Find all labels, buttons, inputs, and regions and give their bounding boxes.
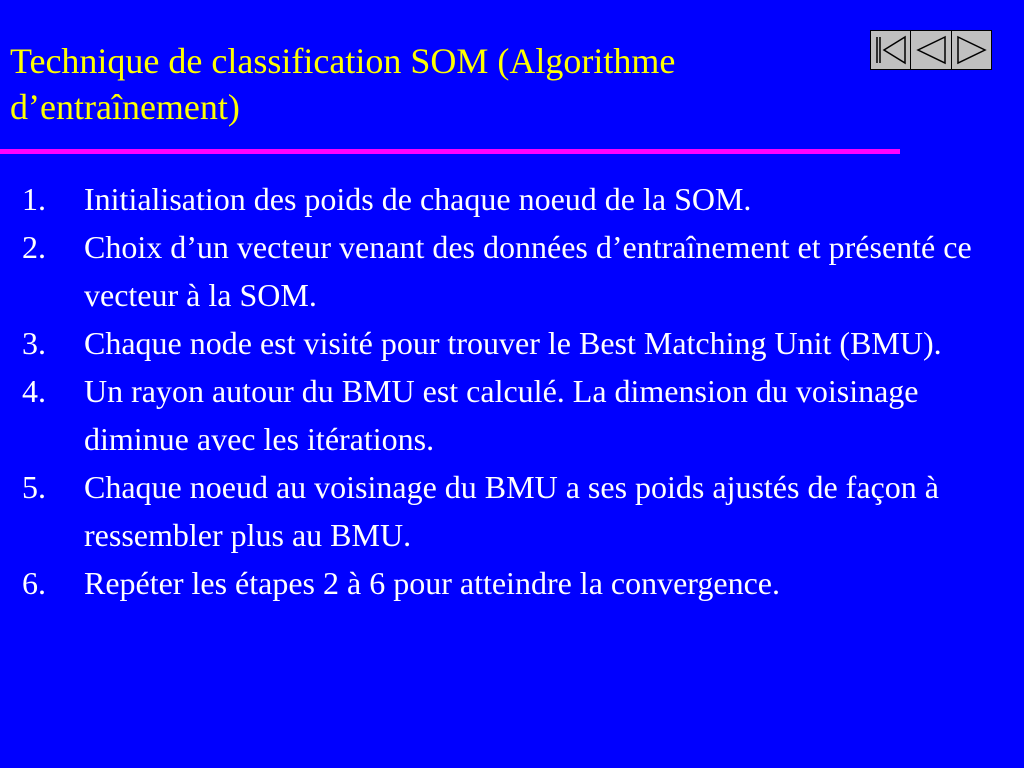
list-item	[0, 223, 1024, 319]
step-text: Chaque node est visité pour trouver le Best Matching Unit (BMU).	[84, 325, 942, 361]
step-text: Initialisation des poids de chaque noeud de la SOM.	[84, 181, 752, 217]
previous-slide-icon	[914, 34, 948, 66]
slide-title: Technique de classification SOM (Algorithme d’entraînement)	[10, 41, 676, 127]
previous-slide-button[interactable]	[910, 31, 950, 69]
list-item	[0, 559, 1024, 607]
step-number: 6.	[22, 565, 46, 601]
list-item	[0, 175, 1024, 223]
step-text: Choix d’un vecteur venant des données d’entraînement et présenté ce vecteur à la SOM.	[84, 229, 972, 313]
step-number: 3.	[22, 325, 46, 361]
step-number: 4.	[22, 373, 46, 409]
step-text: Repéter les étapes 2 à 6 pour atteindre la convergence.	[84, 565, 780, 601]
slide-navigation	[870, 30, 992, 70]
step-text: Un rayon autour du BMU est calculé. La dimension du voisinage diminue avec les itérations.	[84, 373, 919, 457]
title-divider	[0, 149, 900, 154]
next-slide-button[interactable]	[951, 31, 991, 69]
next-slide-icon	[955, 34, 989, 66]
steps-list	[0, 175, 1024, 607]
first-slide-button[interactable]	[871, 31, 910, 69]
first-slide-icon	[874, 34, 908, 66]
step-number: 1.	[22, 181, 46, 217]
step-number: 5.	[22, 469, 46, 505]
list-item	[0, 463, 1024, 559]
step-text: Chaque noeud au voisinage du BMU a ses poids ajustés de façon à ressembler plus au BMU.	[84, 469, 939, 553]
step-number: 2.	[22, 229, 46, 265]
list-item	[0, 319, 1024, 367]
list-item	[0, 367, 1024, 463]
